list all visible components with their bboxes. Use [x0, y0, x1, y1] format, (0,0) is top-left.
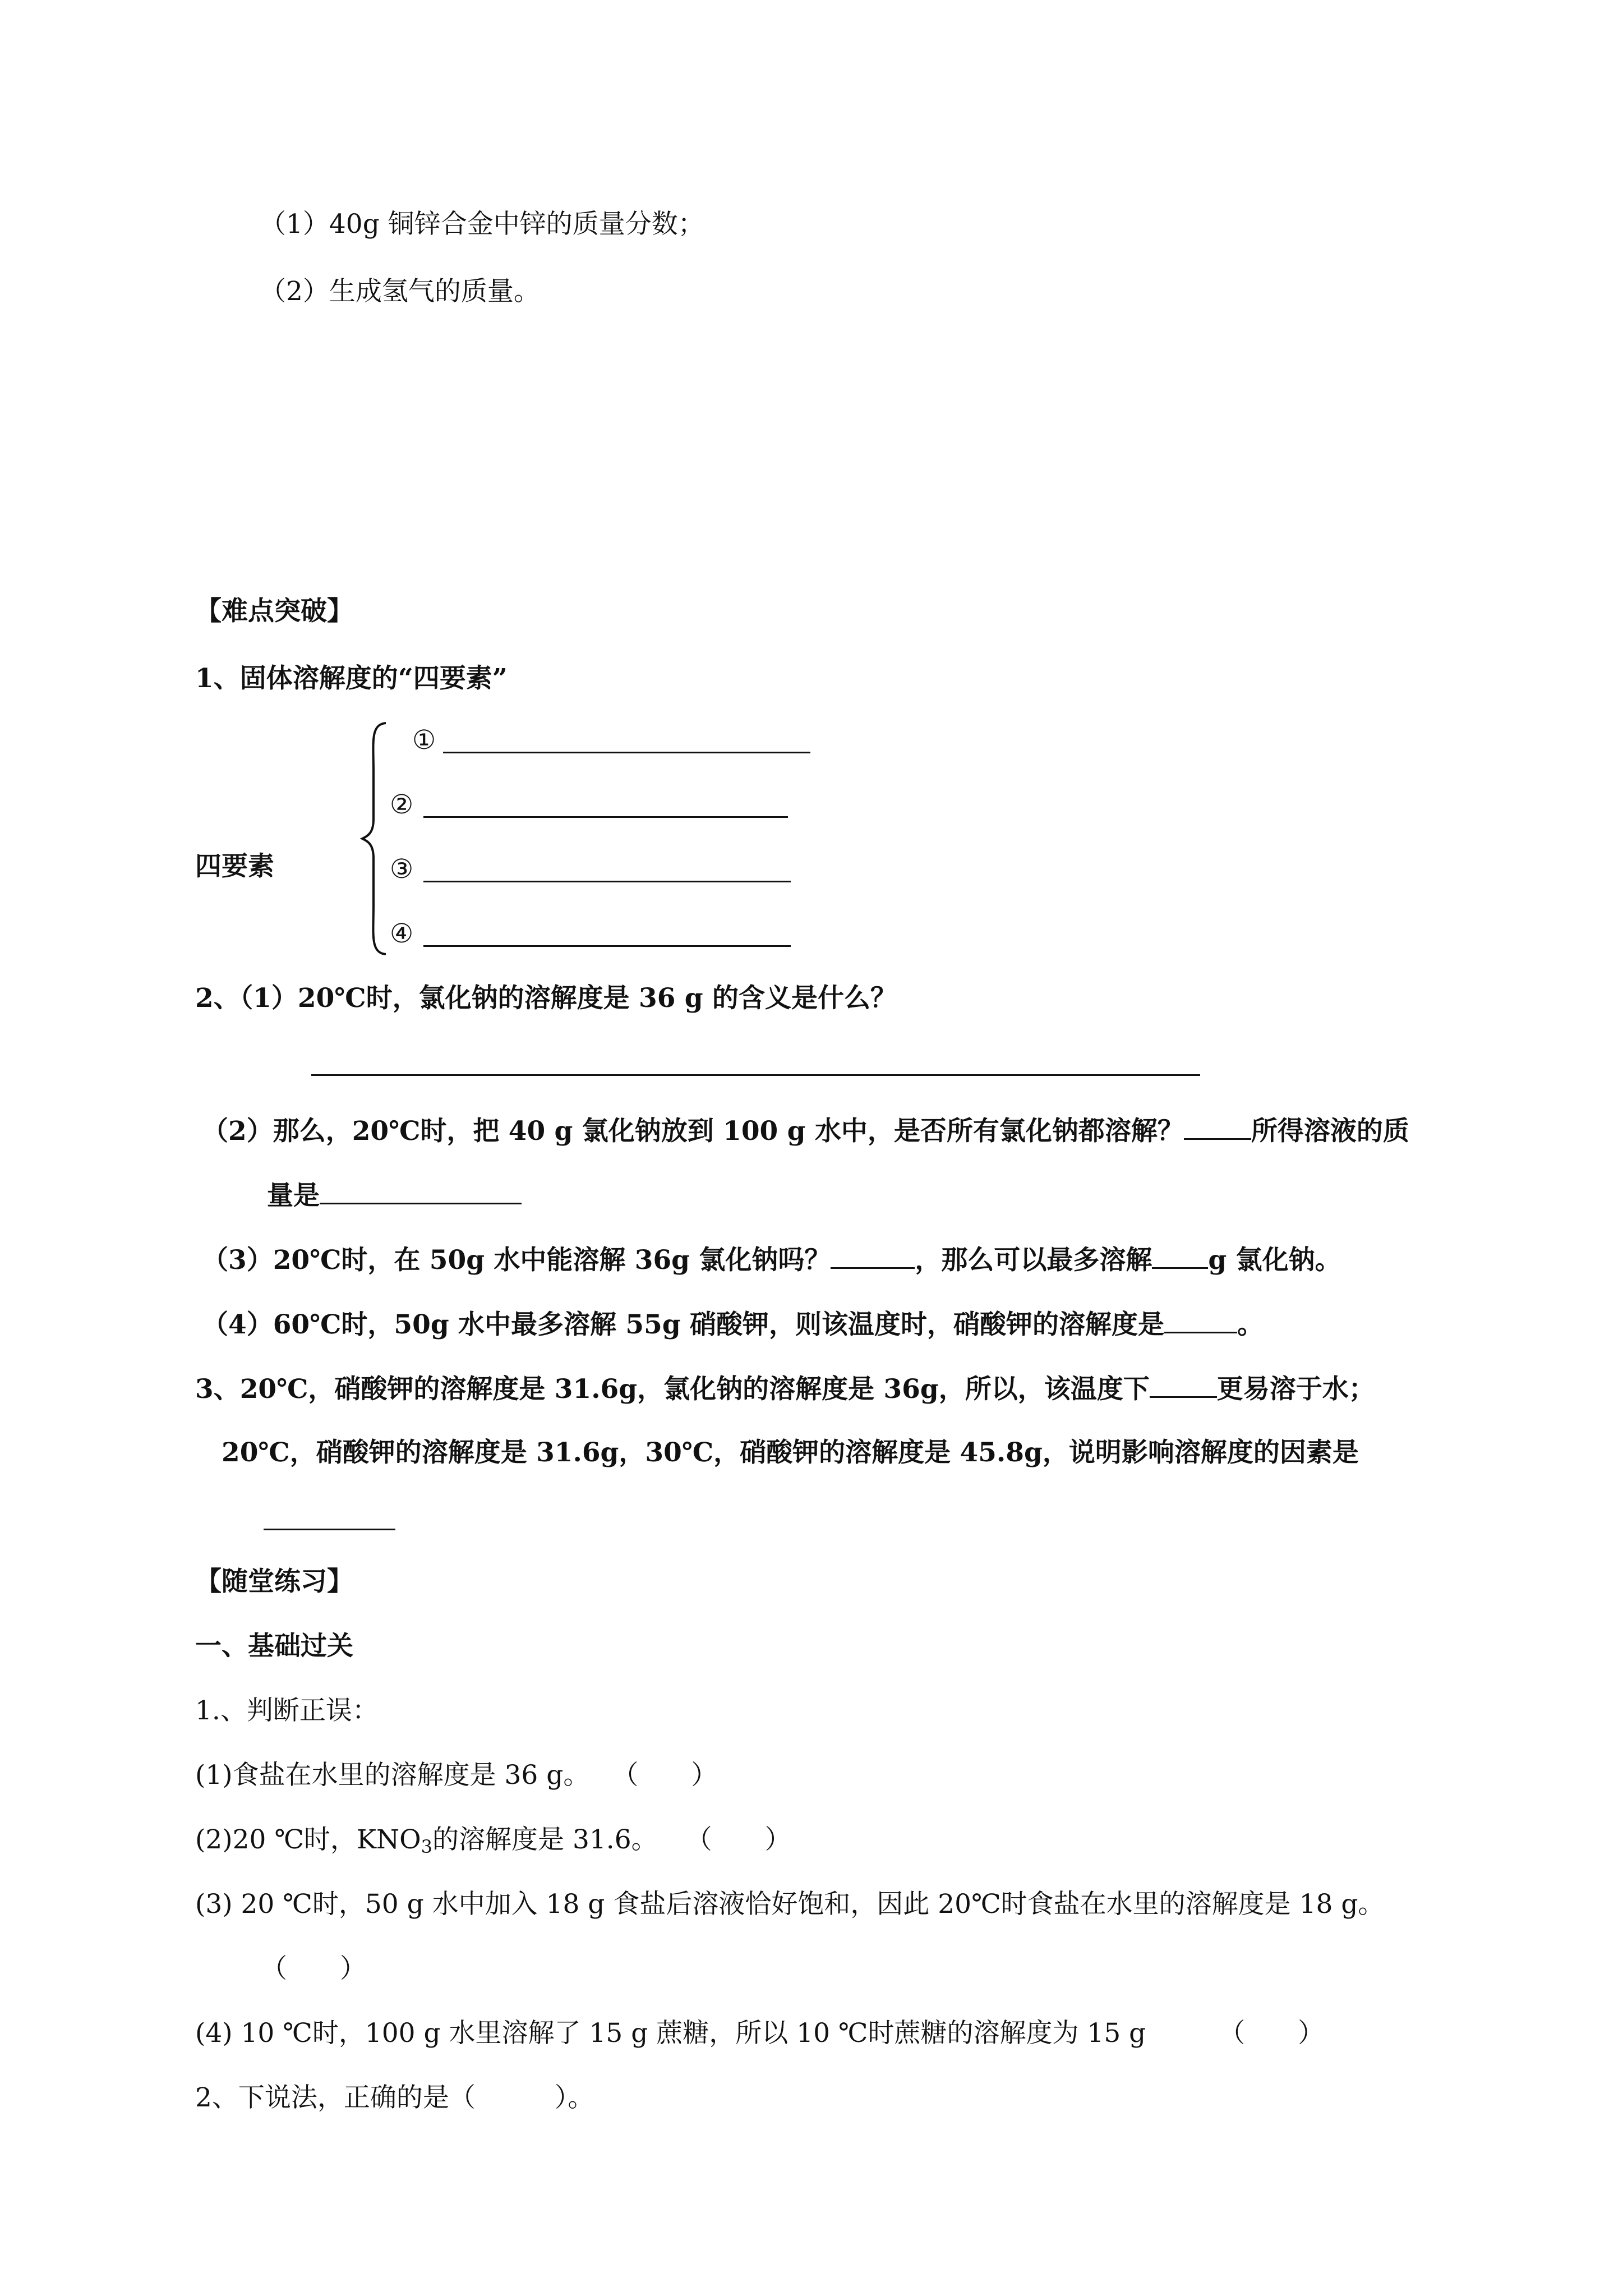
question-line: （1）40g 铜锌合金中锌的质量分数；	[260, 209, 704, 240]
question-text: g 氯化钠。	[1208, 1245, 1341, 1276]
question-line: 2、下说法，正确的是（ ）。	[195, 2082, 594, 2113]
question-text: 量是	[267, 1180, 320, 1211]
question-line: 2、（1）20℃时，氯化钠的溶解度是 36 g 的含义是什么？	[195, 983, 897, 1014]
subsection-title: 一、基础过关	[195, 1631, 353, 1662]
question-text: （3）20℃时，在 50g 水中能溶解 36g 氯化钠吗？	[202, 1245, 831, 1276]
answer-blank[interactable]	[423, 881, 791, 882]
question-text: ，那么可以最多溶解	[915, 1245, 1152, 1276]
item-title: 1、固体溶解度的“四要素”	[195, 663, 508, 694]
four-elements-label: 四要素	[195, 851, 274, 882]
question-text: 3、20℃，硝酸钾的溶解度是 31.6g，氯化钠的溶解度是 36g，所以，该温度下	[195, 1374, 1150, 1405]
statement-line	[195, 1823, 791, 1864]
answer-paren[interactable]: （ ）	[261, 1953, 366, 1984]
answer-blank[interactable]	[1184, 1114, 1251, 1140]
question-line	[202, 1114, 1409, 1148]
statement-line	[195, 2017, 1324, 2050]
section-header: 【难点突破】	[195, 596, 353, 627]
question-line	[202, 1243, 1341, 1277]
question-line: （2）生成氢气的质量。	[260, 276, 540, 307]
question-line	[202, 1307, 1264, 1342]
question-title: 1.、判断正误：	[195, 1695, 379, 1726]
answer-blank[interactable]	[320, 1178, 522, 1204]
marker-1: ①	[412, 725, 436, 756]
statement-line	[195, 1759, 717, 1792]
answer-blank[interactable]	[443, 752, 810, 753]
marker-2: ②	[390, 789, 414, 820]
answer-paren[interactable]: （ ）	[685, 1824, 791, 1855]
answer-blank[interactable]	[264, 1529, 395, 1530]
answer-blank[interactable]	[1150, 1372, 1217, 1398]
left-brace-icon	[359, 721, 393, 956]
answer-blank[interactable]	[423, 945, 791, 947]
marker-4: ④	[390, 918, 414, 949]
question-line	[267, 1178, 522, 1213]
answer-blank[interactable]	[831, 1243, 915, 1269]
statement-text: (2)20 ℃时，KNO	[195, 1824, 421, 1855]
question-text: 更易溶于水；	[1216, 1374, 1375, 1405]
answer-blank[interactable]	[1152, 1243, 1208, 1269]
question-line: 20℃，硝酸钾的溶解度是 31.6g，30℃，硝酸钾的溶解度是 45.8g，说明影响溶解度的因素是	[222, 1437, 1359, 1468]
subscript: 3	[421, 1836, 433, 1857]
answer-blank[interactable]	[423, 816, 788, 818]
statement-text: 的溶解度是 31.6。	[432, 1824, 658, 1855]
answer-blank[interactable]	[311, 1074, 1200, 1076]
question-text: 。	[1237, 1309, 1264, 1340]
question-text: 所得溶液的质	[1251, 1116, 1409, 1147]
question-text: （2）那么，20℃时，把 40 g 氯化钠放到 100 g 水中，是否所有氯化钠都溶解？	[202, 1116, 1184, 1147]
answer-paren[interactable]: （ ）	[612, 1760, 718, 1791]
statement-line: (3) 20 ℃时，50 g 水中加入 18 g 食盐后溶液恰好饱和，因此 20℃时食盐在水里的溶解度是 18 g。	[195, 1889, 1385, 1920]
section-header: 【随堂练习】	[195, 1566, 353, 1597]
statement-text: (1)食盐在水里的溶解度是 36 g。	[195, 1760, 590, 1791]
statement-text: (4) 10 ℃时，100 g 水里溶解了 15 g 蔗糖，所以 10 ℃时蔗糖的溶解度为 15 g	[195, 2018, 1146, 2049]
answer-blank[interactable]	[1164, 1307, 1237, 1333]
marker-3: ③	[390, 854, 414, 885]
answer-paren[interactable]: （ ）	[1219, 2018, 1325, 2049]
question-text: （4）60℃时，50g 水中最多溶解 55g 硝酸钾，则该温度时，硝酸钾的溶解度是	[202, 1309, 1165, 1340]
question-line	[195, 1372, 1375, 1406]
